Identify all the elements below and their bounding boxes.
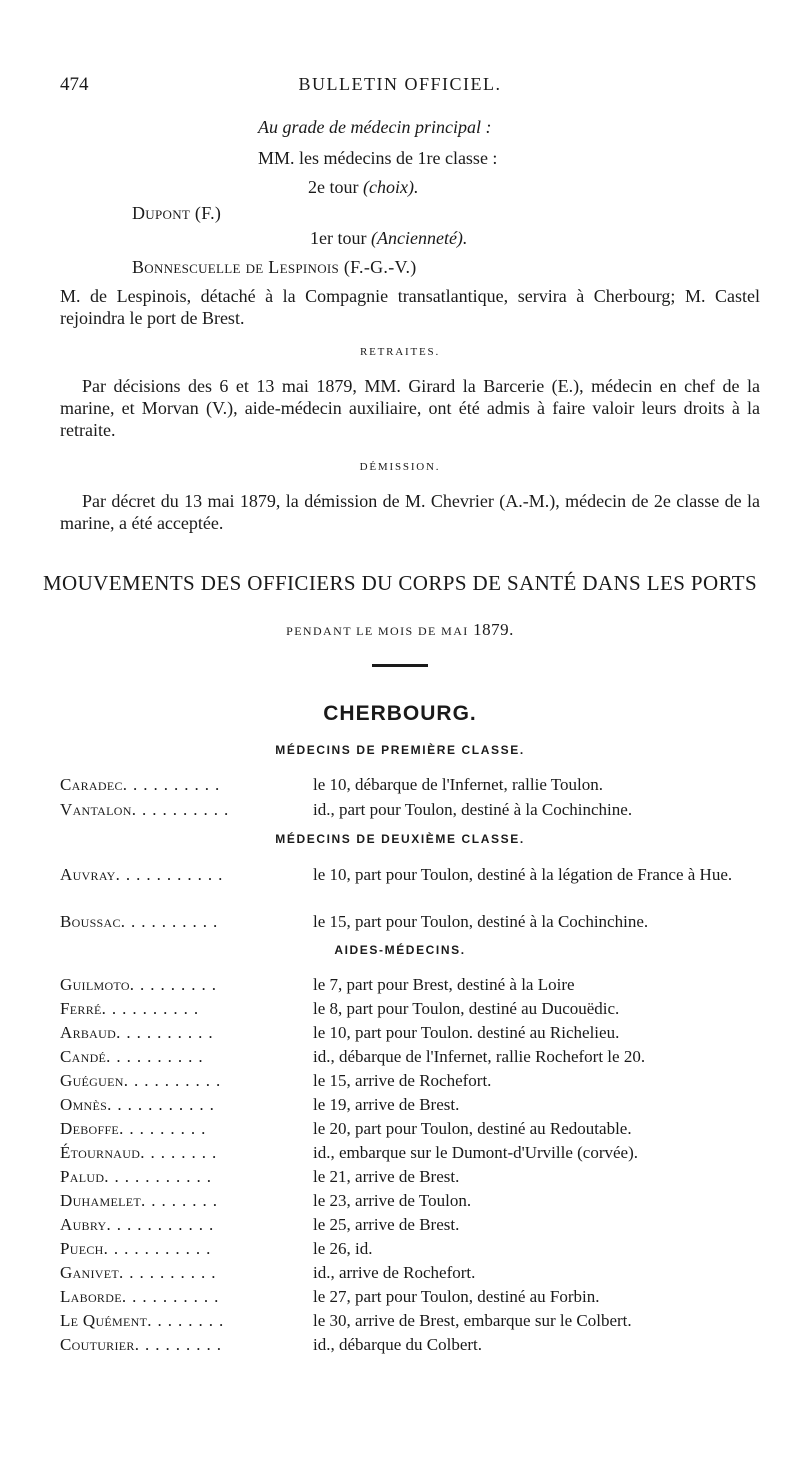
retraites-heading: RETRAITES. (359, 346, 441, 358)
movement-info: le 15, arrive de Rochefort. (313, 1071, 492, 1090)
choice-name: Dupont (F.) (132, 203, 222, 223)
running-title: BULLETIN OFFICIEL. (298, 74, 502, 94)
seniority-name: Bonnescuelle de Lespinois (F.-G.-V.) (132, 257, 417, 277)
officer-name: Auvray........... (60, 865, 229, 884)
officer-name: Guilmoto......... (60, 975, 223, 994)
officer-name: Guéguen.......... (60, 1071, 227, 1090)
movement-info: id., débarque du Colbert. (313, 1335, 483, 1354)
movement-info: id., part pour Toulon, destiné à la Cochinchine. (313, 800, 633, 819)
officer-name: Puech........... (60, 1239, 217, 1258)
officer-name: Caradec.......... (60, 775, 226, 794)
movement-info: le 25, arrive de Brest. (313, 1215, 460, 1234)
demission-paragraph: Par décret du 13 mai 1879, la démission de M. Chevrier (A.-M.), médecin de 2e classe de la marine, a été acceptée. (60, 491, 760, 533)
choice-tour-label: 2e tour (308, 177, 359, 197)
movement-info: le 20, part pour Toulon, destiné au Redoutable. (313, 1119, 632, 1138)
category-heading: MÉDECINS DE DEUXIÈME CLASSE. (275, 832, 525, 846)
port-name: CHERBOURG. (323, 702, 477, 725)
officer-name: Étournaud........ (60, 1143, 223, 1162)
promotion-subheading: MM. les médecins de 1re classe : (258, 148, 498, 168)
retraites-paragraph: Par décisions des 6 et 13 mai 1879, MM. Girard la Barcerie (E.), médecin en chef de la marine, et Morvan (V.), aide-médecin auxiliaire, ont été admis à faire valoir leurs droits à la retraite. (60, 376, 760, 440)
movements-year: 1879. (473, 620, 514, 639)
movement-info: id., arrive de Rochefort. (313, 1263, 476, 1282)
officer-name: Couturier......... (60, 1335, 227, 1354)
officer-name: Ganivet.......... (60, 1263, 222, 1282)
section-divider (372, 664, 428, 667)
officer-name: Duhamelet........ (60, 1191, 223, 1210)
movement-info: le 7, part pour Brest, destiné à la Loire (313, 975, 575, 994)
movements-title: MOUVEMENTS DES OFFICIERS DU CORPS DE SANTÉ DANS LES PORTS (42, 571, 758, 595)
officer-name: Vantalon.......... (60, 800, 235, 819)
seniority-tour (310, 228, 467, 249)
category-heading: AIDES-MÉDECINS. (334, 943, 466, 957)
officer-name: Aubry........... (60, 1215, 220, 1234)
seniority-label: (Ancienneté). (370, 228, 468, 248)
officer-name: Ferré.......... (60, 999, 205, 1018)
officer-name: Omnès........... (60, 1095, 220, 1114)
category-heading: MÉDECINS DE PREMIÈRE CLASSE. (275, 743, 525, 757)
movement-info: le 15, part pour Toulon, destiné à la Cochinchine. (313, 912, 649, 931)
page-header (60, 74, 740, 96)
movements-subtitle (0, 620, 800, 640)
promotion-heading: Au grade de médecin principal : (258, 117, 492, 137)
officer-name: Boussac.......... (60, 912, 224, 931)
movement-info: le 30, arrive de Brest, embarque sur le Colbert. (313, 1311, 632, 1330)
seniority-tour-label: 1er tour (310, 228, 367, 248)
officer-name: Le Quément........ (60, 1311, 230, 1330)
movement-info: le 10, débarque de l'Infernet, rallie Toulon. (313, 775, 603, 794)
demission-heading: DÉMISSION. (359, 461, 441, 473)
movement-info: le 10, part pour Toulon. destiné au Richelieu. (313, 1023, 620, 1042)
movement-info: le 21, arrive de Brest. (313, 1167, 460, 1186)
officer-name: Deboffe......... (60, 1119, 212, 1138)
choice-label: (choix). (362, 177, 419, 197)
officer-name: Candé.......... (60, 1047, 209, 1066)
officer-name: Arbaud.......... (60, 1023, 219, 1042)
movement-info: le 23, arrive de Toulon. (313, 1191, 472, 1210)
choice-tour (308, 177, 418, 198)
officer-name: Laborde.......... (60, 1287, 225, 1306)
officer-name: Palud........... (60, 1167, 218, 1186)
movements-subtitle-text: PENDANT LE MOIS DE MAI (286, 624, 469, 638)
movement-info: id., embarque sur le Dumont-d'Urville (corvée). (313, 1143, 639, 1162)
movement-info: le 27, part pour Toulon, destiné au Forbin. (313, 1287, 600, 1306)
page-number: 474 (60, 74, 89, 95)
movement-info: le 8, part pour Toulon, destiné au Ducouëdic. (313, 999, 620, 1018)
movement-info: le 10, part pour Toulon, destiné à la légation de France à Hue. (313, 865, 733, 884)
movement-info: le 19, arrive de Brest. (313, 1095, 460, 1114)
movement-info: id., débarque de l'Infernet, rallie Rochefort le 20. (313, 1047, 646, 1066)
assignment-paragraph: M. de Lespinois, détaché à la Compagnie transatlantique, servira à Cherbourg; M. Castel rejoindra le port de Brest. (60, 286, 760, 328)
movement-info: le 26, id. (313, 1239, 373, 1258)
